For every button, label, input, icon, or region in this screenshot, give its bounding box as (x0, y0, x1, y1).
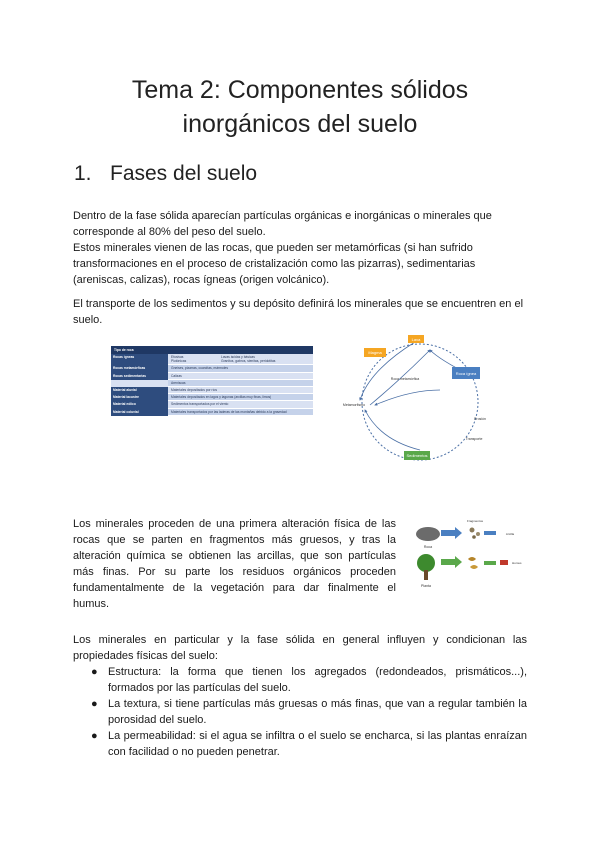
cycle-label: Roca ígnea (455, 371, 477, 376)
table-row-label: Rocas ígneas (111, 354, 168, 365)
weathering-label: Arcilla (505, 532, 515, 536)
weathering-label: Humus (512, 561, 522, 565)
table-header: Tipo de roca (111, 346, 313, 354)
paragraph-transport (73, 296, 533, 328)
list-item (73, 696, 527, 728)
arrow-shape (484, 561, 496, 565)
text-line: rocas que se parten en fragmentos más gruesos, y tras la (73, 534, 396, 546)
fragment-shape (476, 532, 480, 536)
table-row-label: Material eólico (111, 401, 168, 408)
table-row-label: Rocas sedimentarias (111, 373, 168, 380)
table-row-label: Material coluvial (111, 409, 168, 416)
bullet-icon: ● (91, 698, 98, 710)
title-line-2: inorgánicos del suelo (182, 110, 418, 138)
text-line: corresponde al 80% del peso del suelo. (73, 226, 266, 238)
table-row (111, 401, 313, 408)
text-line: alteración química se obtienen las arcillas, que son partículas (73, 550, 396, 562)
text-line: con facilidad o no pueden penetrar. (108, 746, 280, 758)
table-cell: Materiales transportados por las laderas de las montañas debido a la gravedad (168, 409, 313, 416)
rock-cycle-diagram (340, 330, 500, 470)
text-line: humus. (73, 598, 110, 610)
text-line: suelo. (73, 314, 103, 326)
table-row (111, 365, 313, 372)
weathering-label: Fragmentos (466, 519, 484, 523)
section-heading (74, 160, 257, 188)
text-line: transformaciones en el proceso de cristalización como las pizarras), sedimentarias (73, 258, 476, 270)
arrow-head (455, 527, 462, 539)
text-line: propiedades físicas del suelo: (73, 650, 218, 662)
fragment-shape (472, 535, 476, 539)
paragraph-weathering (73, 516, 396, 612)
text-line: Estructura: la forma que tienen los agregados (redondeados, prismáticos...), (108, 666, 527, 678)
cycle-label: Sedimentos (406, 453, 428, 458)
bullet-icon: ● (91, 730, 98, 742)
arrow-shape (441, 530, 455, 536)
table-cell: Sedimentos transportados por el viento (168, 401, 313, 408)
table-cell (168, 354, 313, 365)
text-line: porosidad del suelo. (108, 714, 207, 726)
table-cell: Materiales depositados en lagos y lagunas (arcillas muy finas, limos) (168, 394, 313, 401)
section-number: 1. (74, 162, 92, 185)
weathering-label: Roca (423, 545, 433, 549)
table-cell: Calizas (168, 373, 313, 380)
text-line: (areniscas, calizas), rocas ígneas (origen volcánico). (73, 274, 330, 286)
table-sub-value: Granitos, gabros, sienitas, peridotitas (221, 359, 276, 364)
rock-types-table (111, 346, 313, 416)
cycle-label: Metamorfismo (342, 403, 366, 407)
table-row-label (111, 380, 168, 387)
text-line: Los minerales en particular y la fase sólida en general influyen y condicionan las (73, 634, 527, 646)
cycle-label: Magma (368, 350, 382, 355)
table-row (111, 380, 313, 387)
table-cell: Areniscas (168, 380, 313, 387)
rock-shape (416, 527, 440, 541)
fragment-shape (470, 528, 475, 533)
text-line: La permeabilidad: si el agua se infiltra o el suelo se encharca, si las plantas enraízan (108, 730, 527, 742)
table-row (111, 394, 313, 401)
weathering-label: Planta (421, 584, 431, 588)
table-row-label: Material aluvial (111, 387, 168, 394)
arrow-shape (441, 559, 455, 565)
table-cell: Gneises, pizarras, cuarcitas, mármoles (168, 365, 313, 372)
table-row (111, 373, 313, 380)
table-row (111, 354, 313, 365)
table-row (111, 409, 313, 416)
bullet-icon: ● (91, 666, 98, 678)
list-item (73, 728, 527, 760)
paragraph-properties (73, 632, 527, 664)
cycle-label: Transporte (465, 437, 483, 441)
table-row-label: Material lacustre (111, 394, 168, 401)
text-line: Los minerales proceden de una primera alteración física de las (73, 518, 396, 530)
text-line: Dentro de la fase sólida aparecían partículas orgánicas e inorgánicas o minerales que (73, 210, 492, 222)
arrow-shape (484, 531, 496, 535)
title-line-1: Tema 2: Componentes sólidos (131, 76, 469, 104)
paragraph-intro (73, 208, 533, 288)
cycle-label: Erosión (474, 417, 486, 421)
tree-crown (417, 554, 435, 572)
text-line: fundamentalmente de la vegetación para dar finalmente el (73, 582, 396, 594)
text-line: La textura, si tiene partículas más gruesas o más finas, que van a regular también la (108, 698, 527, 710)
table-sub-label: Efusivas (171, 355, 184, 359)
leaf-shape (468, 557, 476, 561)
cycle-label: Roca metamórfica (390, 377, 420, 381)
leaf-shape (470, 565, 478, 569)
text-line: El transporte de los sedimentos y su depósito definirá los minerales que se encuentren en el (73, 298, 524, 310)
section-title: Fases del suelo (110, 162, 258, 185)
weathering-diagram (412, 515, 522, 600)
cycle-label: Lava (411, 337, 421, 342)
page-title (40, 73, 560, 141)
cycle-arrow (365, 410, 420, 450)
tree-trunk (424, 570, 428, 580)
properties-list (73, 664, 527, 760)
table-row (111, 387, 313, 394)
table-row-label: Rocas metamórficas (111, 365, 168, 372)
text-line: formados por las partículas del suelo. (108, 682, 291, 694)
list-item (73, 664, 527, 696)
text-line: Estos minerales vienen de las rocas, que pueden ser metamórficas (si han sufrido (73, 242, 473, 254)
table-cell: Materiales depositados por ríos (168, 387, 313, 394)
text-line: más finas. Por su parte los residuos orgánicos proceden (73, 566, 396, 578)
humus-shape (500, 560, 508, 565)
table-sub-value: Lavas ácidas y básicas (221, 355, 255, 359)
arrow-head (455, 556, 462, 568)
table-sub-label: Plutónicas (171, 359, 187, 364)
cycle-ring (362, 344, 478, 460)
